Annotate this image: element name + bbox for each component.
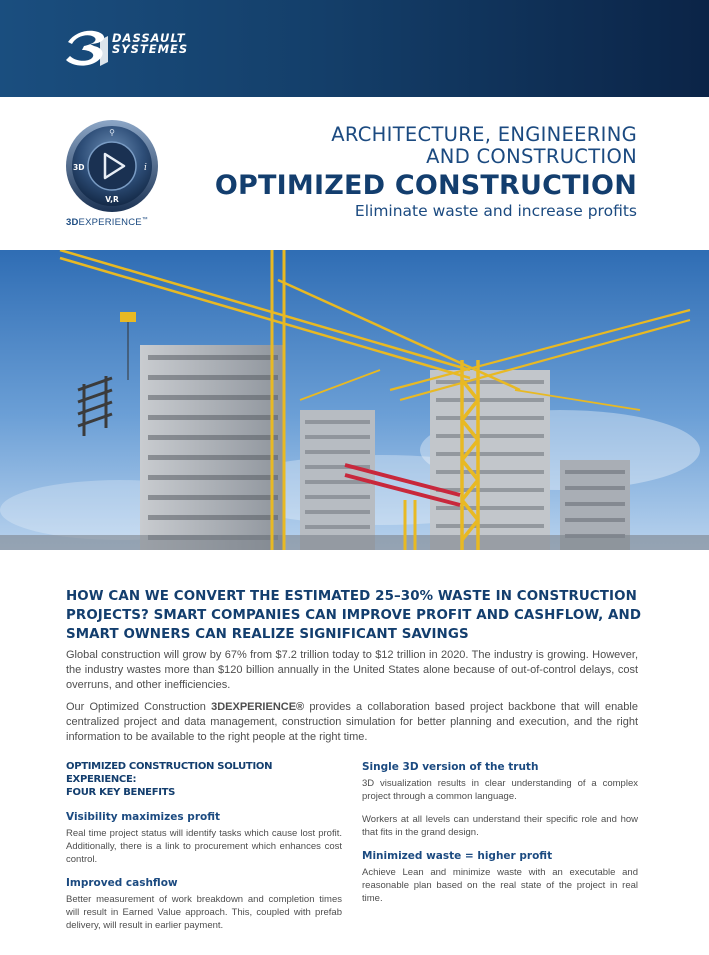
- intro-paragraph-1: Global construction will grow by 67% from $7.2 trillion today to $12 trillion in 2020. The industry is growing. However, the industry wastes more than $120 billion annually in the United States alone because of out-of-control delays, cost overruns, and other inefficiencies.: [66, 649, 638, 691]
- benefits-right-column: [362, 760, 638, 915]
- benefit-title: Visibility maximizes profit: [66, 811, 221, 823]
- benefit-text: Better measurement of work breakdown and completion times will result in Earned Value approach. This, coupled with prefab delivery, will result in earlier payment.: [66, 894, 342, 931]
- intro-heading: HOW CAN WE CONVERT THE ESTIMATED 25–30% WASTE IN CONSTRUCTION PROJECTS? SMART COMPANIES CAN IMPROVE PROFIT AND CASHFLOW, AND SMART OWNERS CAN REALIZE SIGNIFICANT SAVINGS: [66, 589, 642, 642]
- category-line-1: ARCHITECTURE, ENGINEERING: [331, 123, 637, 146]
- benefit-title: Minimized waste = higher profit: [362, 850, 553, 862]
- company-line-2: SYSTEMES: [112, 42, 189, 56]
- svg-text:V,R: V,R: [105, 195, 119, 204]
- header-bar: [0, 0, 709, 97]
- compass-badge-icon: [64, 118, 160, 214]
- building-left: [140, 345, 285, 550]
- benefit-title: Improved cashflow: [66, 877, 178, 889]
- building-right-tall: [430, 370, 550, 550]
- benefit-text: Workers at all levels can understand their specific role and how that fits in the grand design.: [362, 814, 638, 838]
- page-title: OPTIMIZED CONSTRUCTION: [214, 170, 637, 201]
- page-subtitle: Eliminate waste and increase profits: [354, 202, 637, 220]
- intro-paragraph-2: Our Optimized Construction 3DEXPERIENCE® provides a collaboration based project backbone that will enable centralized project and data management, construction simulation for better planning and execution, and the right information to be available to the right people at the right time.: [66, 701, 638, 743]
- title-block: [215, 124, 637, 221]
- category-line-2: AND CONSTRUCTION: [426, 145, 637, 168]
- svg-text:i: i: [144, 163, 147, 173]
- company-line-1: DASSAULT: [112, 31, 186, 45]
- hero-image-construction-site: [0, 250, 709, 550]
- benefits-heading: OPTIMIZED CONSTRUCTION SOLUTION EXPERIENCE: FOUR KEY BENEFITS: [66, 761, 273, 798]
- benefit-title: Single 3D version of the truth: [362, 761, 539, 773]
- svg-text:3D: 3D: [73, 163, 85, 172]
- platform-label: 3DEXPERIENCE™: [66, 217, 148, 228]
- benefit-text: Real time project status will identify tasks which cause lost profit. Additionally, there is a link to procurement which enhances cost control.: [66, 828, 342, 865]
- benefit-text: 3D visualization results in clear understanding of a complex project through a common language.: [362, 778, 638, 802]
- svg-text:⚲: ⚲: [109, 128, 115, 137]
- company-name: [112, 33, 188, 55]
- benefit-text: Achieve Lean and minimize waste with an executable and reasonable plan based on the real state of the project in real time.: [362, 867, 638, 904]
- benefits-left-column: [66, 760, 342, 942]
